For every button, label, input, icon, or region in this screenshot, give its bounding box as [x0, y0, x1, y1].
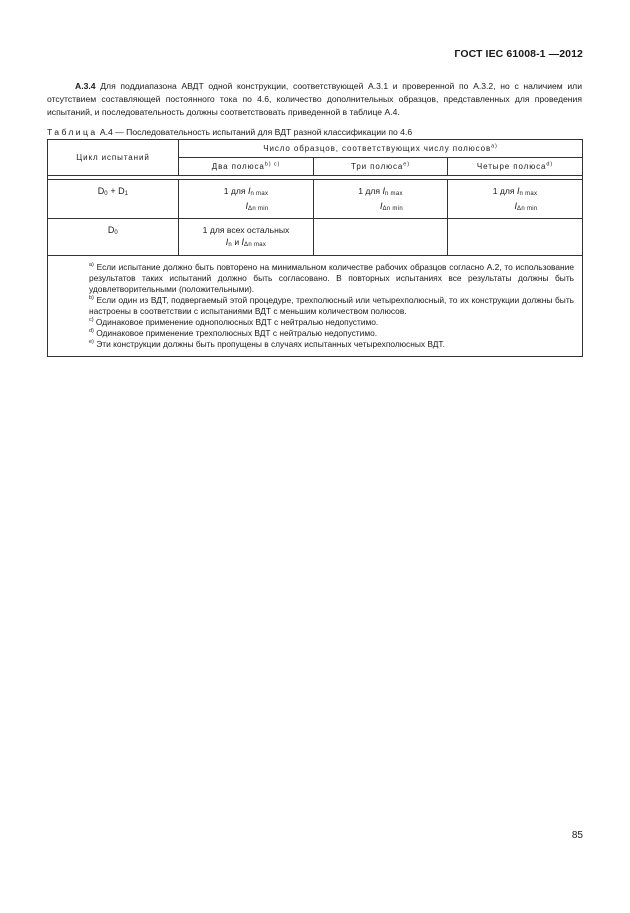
footnote-ref: e): [403, 161, 410, 168]
footnote: [55, 295, 574, 317]
page-number: 85: [571, 830, 583, 841]
table-caption-label: Таблица: [47, 127, 98, 137]
value-subscript: Δn max: [244, 242, 267, 248]
header-test-cycle: Цикл испытаний: [48, 140, 179, 176]
value-symbol: I: [516, 186, 520, 196]
header-two-poles-text: Два полюса: [211, 162, 265, 171]
value-subscript: Δn min: [382, 206, 403, 212]
empty-cell: [314, 219, 448, 256]
cycle-subscript: 1: [124, 191, 129, 197]
value-symbol: I: [380, 201, 383, 211]
table-row: [48, 180, 583, 219]
clause-paragraph: [47, 80, 582, 119]
footnote-text: Если испытание должно быть повторено на минимальном количестве рабочих образцов согласно А.2, то использование результатов таких испытаний должно быть согласовано. В повторных испытаниях все результаты должны быть удовлетворительными (положительными).: [89, 262, 575, 294]
cycle-subscript: 0: [114, 230, 119, 236]
footnote-mark: b): [89, 295, 94, 302]
value-cell: [448, 180, 583, 219]
footnote: [55, 328, 574, 339]
cycle-cell: [48, 180, 179, 219]
value-cell: [179, 219, 314, 256]
value-symbol: I: [245, 201, 249, 211]
footnote-text: Одинаковое применение однополюсных ВДТ с нейтралью недопустимо.: [93, 317, 379, 327]
footnote-ref: b) c): [264, 161, 281, 168]
header-sample-count: [179, 140, 583, 158]
footnote: [55, 262, 574, 295]
header-three-poles: [314, 158, 448, 176]
header-four-poles-text: Четыре полюса: [476, 162, 547, 171]
table-row: [48, 219, 583, 256]
value-symbol: I: [514, 201, 518, 211]
header-two-poles: [179, 158, 314, 176]
value-text: 1 для: [358, 186, 383, 196]
cycle-cell: [48, 219, 179, 256]
value-symbol: I: [382, 186, 385, 196]
document-header: ГОСТ IEC 61008-1 —2012: [454, 48, 583, 60]
value-text: и: [231, 237, 242, 247]
table-caption-title: А.4 — Последовательность испытаний для ВДТ разной классификации по 4.6: [99, 127, 413, 137]
value-symbol: I: [247, 186, 251, 196]
header-sample-count-text: Число образцов, соответствующих числу полюсов: [263, 144, 492, 153]
footnote-mark: e): [89, 339, 94, 346]
footnote-mark: a): [89, 262, 94, 269]
value-cell: [179, 180, 314, 219]
value-subscript: Δn min: [248, 206, 269, 212]
test-sequence-table: [47, 139, 583, 357]
clause-text: Для поддиапазона АВДТ одной конструкции, соответствующей А.3.1 и проверенной по А.3.2, но с наличием или отсутствием составляющей постоянного тока по 4.6, количество дополнительных образцов, представленных для проведения испытаний, и последовательность должны соответствовать приведенной в таблице А.4.: [47, 81, 583, 117]
value-text: 1 для: [492, 186, 517, 196]
value-subscript: Δn min: [517, 206, 538, 212]
value-symbol: I: [225, 237, 229, 247]
value-text: 1 для всех остальных: [202, 225, 290, 235]
footnote-text: Эти конструкции должны быть пропущены в случаях испытанных четырехполюсных ВДТ.: [93, 339, 445, 349]
header-three-poles-text: Три полюса: [350, 162, 404, 171]
cycle-symbol: + D: [107, 186, 125, 196]
footnote-mark: d): [89, 328, 94, 335]
footnote-mark: c): [89, 317, 94, 324]
value-subscript: n max: [250, 191, 269, 197]
table-caption: [47, 127, 587, 138]
empty-cell: [448, 219, 583, 256]
footnote-ref: d): [546, 161, 554, 168]
footnote-text: Одинаковое применение трехполюсных ВДТ с нейтралью недопустимо.: [93, 328, 378, 338]
cycle-subscript: 0: [104, 191, 108, 197]
value-subscript: n max: [519, 191, 538, 197]
footnote-ref: a): [491, 143, 498, 150]
value-text: 1 для: [223, 186, 248, 196]
table-footnotes: [48, 256, 583, 357]
value-subscript: n max: [384, 191, 403, 197]
value-subscript: n: [228, 242, 232, 248]
footnote: [55, 339, 574, 350]
header-four-poles: [448, 158, 583, 176]
value-symbol: I: [241, 237, 245, 247]
cycle-symbol: D: [97, 186, 105, 196]
value-cell: [314, 180, 448, 219]
footnote-text: Если один из ВДТ, подвергаемый этой процедуре, трехполюсный или четырехполюсный, то их конструкции должны быть настроены в соответствии с испытаниями ВДТ с меньшим количеством полюсов.: [89, 295, 575, 316]
cycle-symbol: D: [107, 225, 115, 235]
clause-number: A.3.4: [75, 81, 96, 91]
footnote: [55, 317, 574, 328]
